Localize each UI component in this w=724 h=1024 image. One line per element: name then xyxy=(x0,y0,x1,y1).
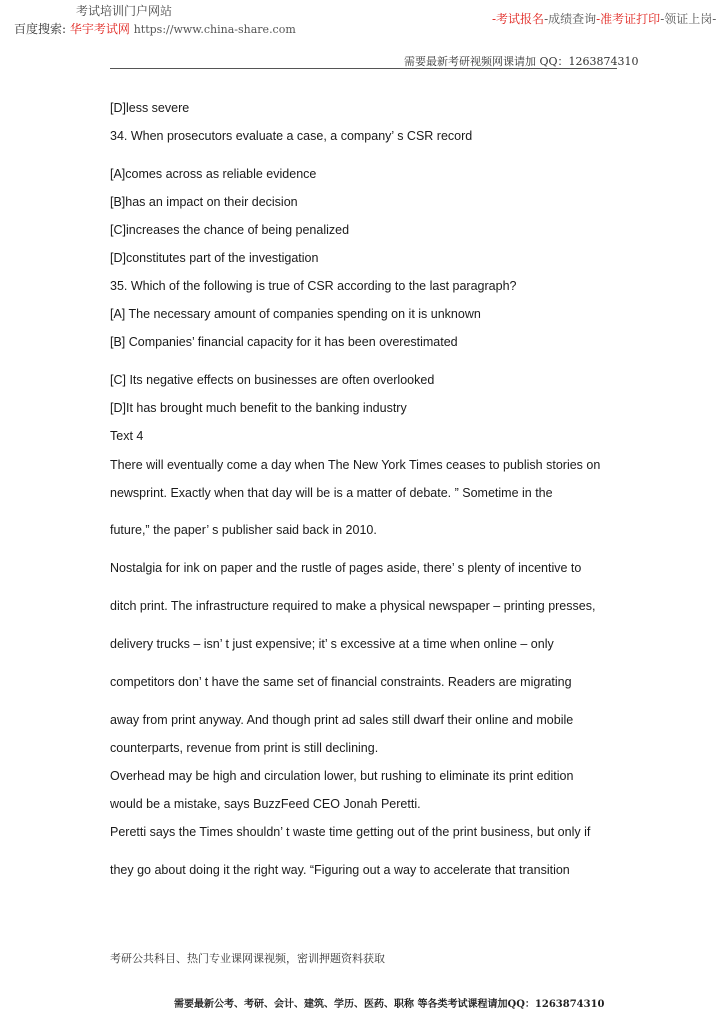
link-score-query[interactable]: -成绩查询 xyxy=(544,12,597,26)
site-url[interactable]: https://www.china-share.com xyxy=(133,23,296,36)
option-34-d: [D]constitutes part of the investigation xyxy=(110,251,319,265)
paragraph-line: counterparts, revenue from print is still declining. xyxy=(110,741,379,755)
footer-contact: 需要最新公考、考研、会计、建筑、学历、医药、职称 等各类考试课程请加QQ：1263874310 xyxy=(174,999,605,1010)
paragraph-line: would be a mistake, says BuzzFeed CEO Jonah Peretti. xyxy=(110,797,421,811)
paragraph-line: Peretti says the Times shouldn’ t waste time getting out of the print business, but only if xyxy=(110,825,591,839)
option-34-b: [B]has an impact on their decision xyxy=(110,195,298,209)
paragraph-line: newsprint. Exactly when that day will be is a matter of debate. ” Sometime in the xyxy=(110,486,553,500)
option-35-a: [A] The necessary amount of companies spending on it is unknown xyxy=(110,307,481,321)
paragraph-line: Nostalgia for ink on paper and the rustle of pages aside, there’ s plenty of incentive to xyxy=(110,561,582,575)
baidu-label: 百度搜索: xyxy=(14,22,67,36)
question-35: 35. Which of the following is true of CSR according to the last paragraph? xyxy=(110,279,517,293)
paragraph-line: future,” the paper’ s publisher said back in 2010. xyxy=(110,523,377,537)
paragraph-line: delivery trucks – isn’ t just expensive; it’ s excessive at a time when online – only xyxy=(110,637,554,651)
section-heading-text4: Text 4 xyxy=(110,429,144,443)
option-35-b: [B] Companies’ financial capacity for it has been overestimated xyxy=(110,335,458,349)
link-admission-ticket[interactable]: -准考证打印 xyxy=(596,12,661,26)
paragraph-line: There will eventually come a day when The New York Times ceases to publish stories on xyxy=(110,458,601,472)
baidu-search-line xyxy=(14,20,296,37)
option-34-c: [C]increases the chance of being penalized xyxy=(110,223,350,237)
option-33-d: [D]less severe xyxy=(110,101,190,115)
footer-promo: 考研公共科目、热门专业课网课视频，密训押题资料获取 xyxy=(110,952,385,965)
link-exam-registration[interactable]: -考试报名 xyxy=(492,12,545,26)
option-34-a: [A]comes across as reliable evidence xyxy=(110,167,317,181)
qq-notice: 需要最新考研视频网课请加 QQ：1263874310 xyxy=(404,55,639,68)
paragraph-line: competitors don’ t have the same set of financial constraints. Readers are migrating xyxy=(110,675,572,689)
paragraph-line: they go about doing it the right way. “Figuring out a way to accelerate that transition xyxy=(110,863,570,877)
link-certificate[interactable]: -领证上岗- xyxy=(660,12,717,26)
brand-link[interactable]: 华宇考试网 xyxy=(69,22,130,36)
paragraph-line: ditch print. The infrastructure required to make a physical newspaper – printing presses, xyxy=(110,599,596,613)
header-rule xyxy=(110,68,617,69)
paragraph-line: away from print anyway. And though print ad sales still dwarf their online and mobile xyxy=(110,713,574,727)
option-35-c: [C] Its negative effects on businesses are often overlooked xyxy=(110,373,435,387)
header-links xyxy=(492,10,716,27)
option-35-d: [D]It has brought much benefit to the banking industry xyxy=(110,401,407,415)
site-tagline: 考试培训门户网站 xyxy=(76,4,173,18)
question-34: 34. When prosecutors evaluate a case, a company’ s CSR record xyxy=(110,129,473,143)
paragraph-line: Overhead may be high and circulation lower, but rushing to eliminate its print edition xyxy=(110,769,574,783)
